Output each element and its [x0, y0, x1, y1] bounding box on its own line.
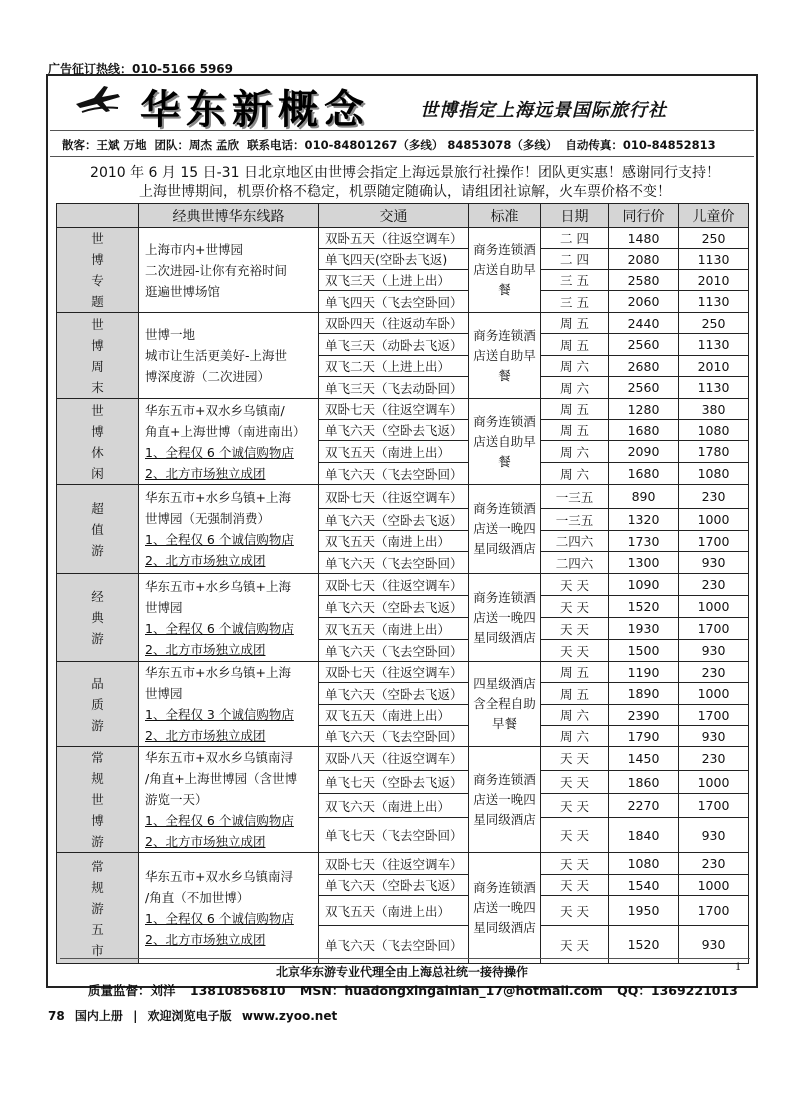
site-link[interactable]: www.zyoo.net [241, 1009, 338, 1023]
route-line: 华东五市+水乡乌镇+上海 [145, 665, 291, 680]
date-cell: 天 天 [541, 618, 609, 640]
transport-cell: 双卧七天（往返空调车） [319, 574, 469, 596]
date-cell: 周 六 [541, 463, 609, 485]
table-header-row [57, 204, 749, 228]
child-price-cell: 930 [679, 926, 749, 964]
child-price-cell: 930 [679, 640, 749, 662]
standard-cell: 商务连锁酒店送自助早餐 [469, 399, 541, 485]
child-price-cell: 930 [679, 552, 749, 574]
route-line: 1、全程仅 6 个诚信购物店 [145, 532, 294, 547]
category-label: 常规游五市 [91, 858, 104, 958]
peer-price-cell: 1680 [609, 463, 679, 485]
transport-cell: 单飞六天（飞去空卧回） [319, 552, 469, 574]
date-cell: 周 六 [541, 441, 609, 463]
child-price-cell: 1130 [679, 249, 749, 270]
category-cell [57, 662, 139, 747]
divider [50, 156, 754, 157]
brand-title: 华东新概念 [140, 86, 370, 133]
route-line: 1、全程仅 6 个诚信购物店 [145, 444, 294, 460]
header-cell [57, 204, 139, 228]
route-line: 2、北方市场独立成团 [145, 641, 266, 657]
transport-cell: 双卧五天（往返空调车） [319, 228, 469, 249]
route-line: 逛遍世博场馆 [145, 283, 221, 299]
route-line: 华东五市+水乡乌镇+上海 [145, 578, 291, 594]
transport-cell: 单飞六天（飞去空卧回） [319, 926, 469, 964]
date-cell: 二 四 [541, 249, 609, 270]
route-cell [139, 228, 319, 313]
route-line: 2、北方市场独立成团 [145, 728, 266, 743]
category-label: 超值游 [91, 500, 104, 558]
route-line: 华东五市+水乡乌镇+上海 [145, 490, 291, 505]
peer-price-cell: 2560 [609, 334, 679, 356]
standard-cell: 商务连锁酒店送一晚四星同级酒店 [469, 485, 541, 574]
date-cell: 天 天 [541, 896, 609, 926]
child-price-cell: 1780 [679, 441, 749, 463]
child-price-cell: 230 [679, 662, 749, 683]
date-cell: 周 六 [541, 377, 609, 399]
child-price-cell: 230 [679, 853, 749, 875]
date-cell: 二 四 [541, 228, 609, 249]
page-mark: 1 [735, 962, 742, 973]
transport-cell: 单飞六天（空卧去飞返） [319, 596, 469, 618]
header-cell: 经典世博华东线路 [139, 204, 319, 228]
divider [50, 130, 754, 131]
transport-cell: 双卧四天（往返动车卧） [319, 313, 469, 334]
route-cell [139, 747, 319, 853]
child-price-cell: 1000 [679, 509, 749, 531]
date-cell: 三 五 [541, 270, 609, 291]
header-cell: 标准 [469, 204, 541, 228]
child-price-cell: 1130 [679, 291, 749, 313]
peer-price-cell: 1320 [609, 509, 679, 531]
category-label: 品质游 [91, 675, 104, 733]
child-price-cell: 230 [679, 485, 749, 509]
date-cell: 天 天 [541, 640, 609, 662]
peer-price-cell: 2080 [609, 249, 679, 270]
section-name: 国内上册 [74, 1009, 123, 1023]
child-price-cell: 2010 [679, 270, 749, 291]
peer-price-cell: 1930 [609, 618, 679, 640]
peer-price-cell: 1680 [609, 420, 679, 441]
transport-cell: 双卧七天（往返空调车） [319, 399, 469, 420]
child-price-cell: 930 [679, 818, 749, 853]
route-line: 2、北方市场独立成团 [145, 465, 266, 481]
route-line: /角直+上海世博园（含世博 [145, 771, 298, 786]
peer-price-cell: 2270 [609, 794, 679, 818]
transport-cell: 单飞六天（飞去空卧回） [319, 463, 469, 485]
route-line: 2、北方市场独立成团 [145, 834, 266, 849]
ad-hotline: 广告征订热线：010-5166 5969 [48, 62, 234, 76]
date-cell: 二四六 [541, 531, 609, 552]
date-cell: 天 天 [541, 596, 609, 618]
date-cell: 周 五 [541, 683, 609, 705]
date-cell: 天 天 [541, 747, 609, 771]
qq-contact: QQ：1369221013 [617, 983, 738, 998]
table-row [57, 228, 749, 249]
transport-cell: 双飞五天（南进上出） [319, 441, 469, 463]
peer-price-cell: 1540 [609, 875, 679, 896]
transport-cell: 单飞七天（空卧去飞返） [319, 770, 469, 794]
route-line: 华东五市+双水乡乌镇南浔 [145, 750, 293, 765]
transport-cell: 双飞二天（上进上出） [319, 356, 469, 377]
divider [60, 958, 750, 959]
date-cell: 天 天 [541, 818, 609, 853]
peer-price-cell: 890 [609, 485, 679, 509]
peer-price-cell: 2560 [609, 377, 679, 399]
transport-cell: 单飞三天（动卧去飞返） [319, 334, 469, 356]
transport-cell: 单飞六天（飞去空卧回） [319, 640, 469, 662]
route-line: 游览一天） [145, 792, 208, 807]
peer-price-cell: 1520 [609, 926, 679, 964]
route-line: 1、全程仅 6 个诚信购物店 [145, 813, 294, 828]
transport-cell: 双卧七天（往返空调车） [319, 485, 469, 509]
route-cell [139, 485, 319, 574]
operation-note: 北京华东游专业代理全由上海总社统一接待操作 [275, 965, 528, 979]
fax-contact: 自动传真：010-84852813 [565, 138, 716, 152]
peer-price-cell: 2680 [609, 356, 679, 377]
page-number: 78 [48, 1009, 65, 1023]
date-cell: 周 六 [541, 356, 609, 377]
table-row [57, 399, 749, 420]
child-price-cell: 1130 [679, 377, 749, 399]
group-contact: 团队：周杰 孟欣 [154, 138, 240, 152]
separator: | [133, 1009, 138, 1023]
category-cell [57, 313, 139, 399]
transport-cell: 单飞四天（飞去空卧回） [319, 291, 469, 313]
standard-cell: 商务连锁酒店送一晚四星同级酒店 [469, 747, 541, 853]
table-row [57, 313, 749, 334]
date-cell: 天 天 [541, 770, 609, 794]
transport-cell: 单飞六天（空卧去飞返） [319, 683, 469, 705]
header-cell: 儿童价 [679, 204, 749, 228]
route-line: 城市让生活更美好-上海世 [145, 348, 288, 363]
peer-price-cell: 1280 [609, 399, 679, 420]
table-row [57, 853, 749, 875]
route-cell [139, 313, 319, 399]
category-label: 经典游 [91, 589, 104, 646]
supervisor-phone: 13810856810 [189, 983, 286, 998]
child-price-cell: 250 [679, 228, 749, 249]
category-cell [57, 228, 139, 313]
date-cell: 一三五 [541, 485, 609, 509]
supervisor: 质量监督：刘洋 [88, 983, 176, 998]
route-line: 1、全程仅 6 个诚信购物店 [145, 911, 294, 926]
date-cell: 天 天 [541, 926, 609, 964]
route-cell [139, 399, 319, 485]
child-price-cell: 1000 [679, 596, 749, 618]
route-line: 1、全程仅 6 个诚信购物店 [145, 620, 294, 636]
standard-cell: 商务连锁酒店送一晚四星同级酒店 [469, 574, 541, 662]
peer-price-cell: 1090 [609, 574, 679, 596]
header-cell: 交通 [319, 204, 469, 228]
child-price-cell: 1130 [679, 334, 749, 356]
category-cell [57, 399, 139, 485]
route-line: 博深度游（二次进园） [145, 369, 271, 384]
standard-cell: 四星级酒店含全程自助早餐 [469, 662, 541, 747]
child-price-cell: 1000 [679, 770, 749, 794]
peer-price-cell: 1890 [609, 683, 679, 705]
date-cell: 二四六 [541, 552, 609, 574]
supervision-line [88, 981, 748, 999]
child-price-cell: 1000 [679, 875, 749, 896]
child-price-cell: 1080 [679, 463, 749, 485]
peer-price-cell: 2390 [609, 705, 679, 726]
route-line: 二次进园-让你有充裕时间 [145, 262, 288, 278]
notice-line: 上海世博期间，机票价格不稳定，机票随定随确认，请组团社谅解，火车票价格不变！ [139, 184, 671, 200]
child-price-cell: 930 [679, 726, 749, 747]
notice-line: 2010 年 6 月 15 日-31 日北京地区由世博会指定上海远景旅行社操作！团队更实惠！感谢同行支持！ [90, 165, 720, 181]
transport-cell: 双飞五天（南进上出） [319, 531, 469, 552]
peer-price-cell: 1860 [609, 770, 679, 794]
route-line: 世博园 [145, 686, 183, 701]
route-cell [139, 662, 319, 747]
contact-line [62, 137, 752, 153]
standard-cell: 商务连锁酒店送一晚四星同级酒店 [469, 853, 541, 964]
child-price-cell: 1000 [679, 683, 749, 705]
transport-cell: 双飞三天（上进上出） [319, 270, 469, 291]
child-price-cell: 1700 [679, 618, 749, 640]
transport-cell: 双飞五天（南进上出） [319, 618, 469, 640]
transport-cell: 双飞五天（南进上出） [319, 896, 469, 926]
route-line: 世博园 [145, 599, 183, 615]
transport-cell: 单飞六天（飞去空卧回） [319, 726, 469, 747]
child-price-cell: 250 [679, 313, 749, 334]
date-cell: 周 五 [541, 420, 609, 441]
date-cell: 周 五 [541, 334, 609, 356]
peer-price-cell: 1500 [609, 640, 679, 662]
category-cell [57, 485, 139, 574]
transport-cell: 双卧七天（往返空调车） [319, 853, 469, 875]
peer-price-cell: 1950 [609, 896, 679, 926]
route-line: 2、北方市场独立成团 [145, 932, 266, 947]
child-price-cell: 1080 [679, 420, 749, 441]
table-row [57, 574, 749, 596]
date-cell: 天 天 [541, 875, 609, 896]
header-cell: 同行价 [609, 204, 679, 228]
transport-cell: 单飞六天（空卧去飞返） [319, 875, 469, 896]
msn-contact: MSN：huadongxingainian_17@hotmail.com [299, 983, 603, 998]
child-price-cell: 230 [679, 747, 749, 771]
category-cell [57, 574, 139, 662]
transport-cell: 单飞六天（空卧去飞返） [319, 509, 469, 531]
transport-cell: 双卧七天（往返空调车） [319, 662, 469, 683]
route-line: 角直+上海世博（南进南出） [145, 423, 306, 439]
standard-cell: 商务连锁酒店送自助早餐 [469, 228, 541, 313]
category-label: 世博休闲 [91, 402, 104, 481]
peer-price-cell: 1080 [609, 853, 679, 875]
route-cell [139, 574, 319, 662]
table-body [57, 228, 749, 964]
peer-price-cell: 1730 [609, 531, 679, 552]
transport-cell: 双飞五天（南进上出） [319, 705, 469, 726]
route-price-table [56, 203, 749, 964]
airplane-logo-icon [74, 82, 122, 116]
route-line: 1、全程仅 3 个诚信购物店 [145, 707, 294, 722]
transport-cell: 双卧八天（往返空调车） [319, 747, 469, 771]
child-price-cell: 380 [679, 399, 749, 420]
date-cell: 天 天 [541, 853, 609, 875]
category-label: 常规世博游 [91, 750, 104, 849]
peer-price-cell: 1190 [609, 662, 679, 683]
phone-contact: 联系电话：010-84801267（多线） 84853078（多线） [247, 138, 558, 152]
child-price-cell: 2010 [679, 356, 749, 377]
transport-cell: 单飞四天(空卧去飞返) [319, 249, 469, 270]
route-line: 世博一地 [145, 327, 196, 342]
peer-price-cell: 1450 [609, 747, 679, 771]
child-price-cell: 1700 [679, 705, 749, 726]
route-line: 2、北方市场独立成团 [145, 553, 266, 568]
peer-price-cell: 1300 [609, 552, 679, 574]
peer-price-cell: 2580 [609, 270, 679, 291]
category-cell [57, 853, 139, 964]
route-line: 上海市内+世博园 [145, 241, 243, 257]
category-label: 世博周末 [91, 316, 104, 395]
route-line: 华东五市+双水乡乌镇南/ [145, 402, 285, 418]
table-row [57, 662, 749, 683]
transport-cell: 单飞三天（飞去动卧回） [319, 377, 469, 399]
retail-contact: 散客：王斌 万地 [62, 138, 147, 152]
date-cell: 天 天 [541, 574, 609, 596]
date-cell: 周 六 [541, 705, 609, 726]
category-cell [57, 747, 139, 853]
peer-price-cell: 1520 [609, 596, 679, 618]
date-cell: 天 天 [541, 794, 609, 818]
header-cell: 日期 [541, 204, 609, 228]
child-price-cell: 230 [679, 574, 749, 596]
peer-price-cell: 2440 [609, 313, 679, 334]
table-row [57, 747, 749, 771]
standard-cell: 商务连锁酒店送自助早餐 [469, 313, 541, 399]
peer-price-cell: 1480 [609, 228, 679, 249]
child-price-cell: 1700 [679, 794, 749, 818]
route-line: /角直（不加世博） [145, 890, 250, 905]
welcome-text: 欢迎浏览电子版 [147, 1009, 232, 1023]
route-cell [139, 853, 319, 964]
date-cell: 周 五 [541, 662, 609, 683]
route-line: 华东五市+双水乡乌镇南浔 [145, 869, 293, 884]
transport-cell: 单飞六天（空卧去飞返） [319, 420, 469, 441]
child-price-cell: 1700 [679, 531, 749, 552]
route-line: 世博园（无强制消费） [145, 511, 271, 526]
peer-price-cell: 1840 [609, 818, 679, 853]
date-cell: 周 六 [541, 726, 609, 747]
brand-subtitle: 世博指定上海远景国际旅行社 [420, 100, 667, 121]
table-row [57, 485, 749, 509]
peer-price-cell: 1790 [609, 726, 679, 747]
date-cell: 周 五 [541, 399, 609, 420]
page-footer [48, 1007, 343, 1024]
transport-cell: 双飞六天（南进上出） [319, 794, 469, 818]
peer-price-cell: 2090 [609, 441, 679, 463]
transport-cell: 单飞七天（飞去空卧回） [319, 818, 469, 853]
category-label: 世博专题 [91, 231, 104, 309]
peer-price-cell: 2060 [609, 291, 679, 313]
date-cell: 周 五 [541, 313, 609, 334]
date-cell: 三 五 [541, 291, 609, 313]
date-cell: 一三五 [541, 509, 609, 531]
child-price-cell: 1700 [679, 896, 749, 926]
